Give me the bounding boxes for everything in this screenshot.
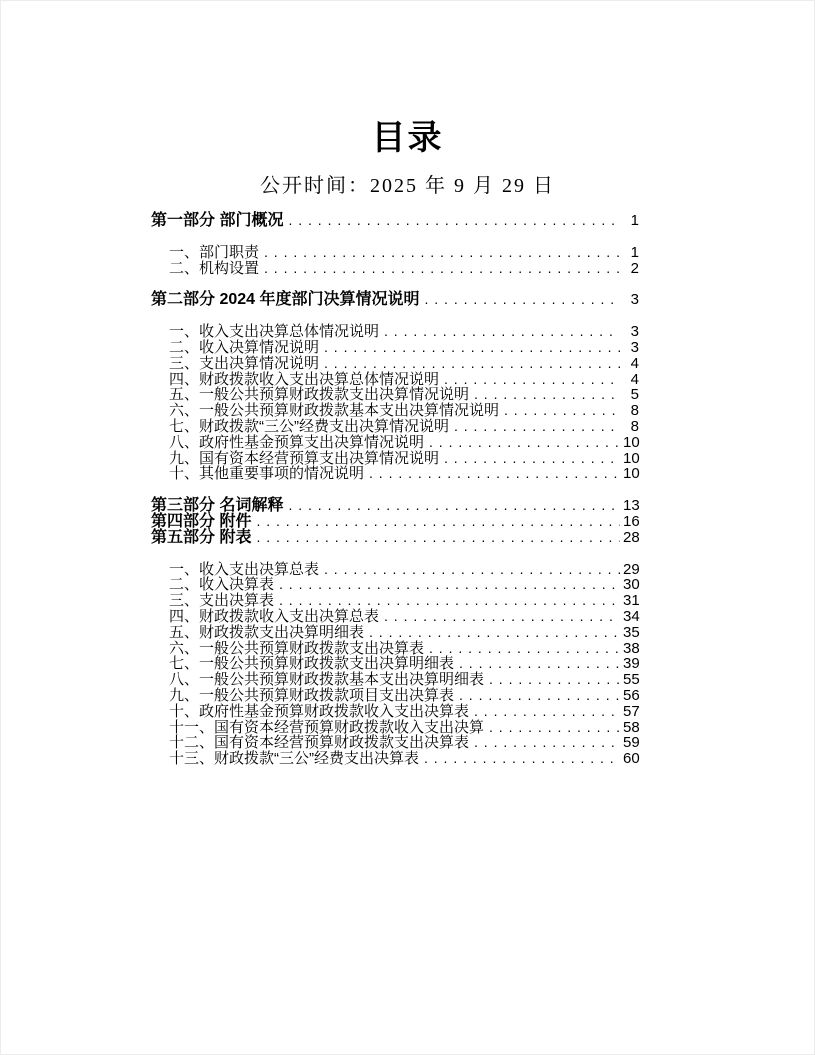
- toc-page-number: 10: [623, 433, 640, 451]
- dot-leader: [279, 577, 620, 593]
- dot-leader: [489, 720, 620, 736]
- toc-entry-label: 七、一般公共预算财政拨款支出决算明细表: [169, 655, 455, 673]
- dot-leader: [384, 609, 620, 625]
- dot-leader: [324, 340, 620, 356]
- toc-entry-label: 四、财政拨款收入支出决算总体情况说明: [169, 370, 440, 388]
- toc-page-number: 38: [623, 639, 640, 657]
- toc-entry-label: 四、财政拨款收入支出决算总表: [169, 607, 380, 625]
- toc-row: [151, 419, 639, 435]
- toc-entry-label: 五、一般公共预算财政拨款支出决算情况说明: [169, 386, 470, 404]
- toc-row: [151, 751, 639, 767]
- toc-row: [151, 403, 639, 419]
- toc-row: [151, 530, 639, 546]
- toc-page-number: 10: [623, 449, 640, 467]
- dot-leader: [444, 451, 620, 467]
- dot-leader: [454, 419, 620, 435]
- toc-page-number: 59: [623, 734, 640, 752]
- dot-leader: [444, 372, 620, 388]
- toc-entry-label: 三、支出决算情况说明: [169, 354, 320, 372]
- toc-page-number: 1: [630, 212, 639, 229]
- toc-row: [151, 625, 639, 641]
- dot-leader: [256, 530, 620, 546]
- dot-leader: [369, 466, 620, 482]
- toc-row: [151, 704, 639, 720]
- toc-entry-label: 二、机构设置: [169, 259, 260, 277]
- toc-entry-label: 一、收入支出决算总表: [169, 560, 320, 578]
- toc-entry-label: 九、一般公共预算财政拨款项目支出决算表: [169, 686, 455, 704]
- dot-leader: [425, 292, 621, 308]
- toc-entry-label: 九、国有资本经营预算支出决算情况说明: [169, 449, 440, 467]
- dot-leader: [288, 498, 620, 514]
- toc-page-number: 8: [630, 402, 639, 420]
- toc-row: [151, 656, 639, 672]
- toc-row: [151, 261, 639, 277]
- toc-entry-label: 第三部分 名词解释: [151, 497, 284, 515]
- toc-entry-label: 二、收入决算表: [169, 576, 275, 594]
- toc-entry-label: 七、财政拨款“三公”经费支出决算情况说明: [169, 417, 449, 435]
- toc-page-number: 31: [623, 592, 640, 610]
- toc-page-number: 3: [630, 338, 639, 356]
- toc-row: [151, 720, 639, 736]
- toc-entry-label: 三、支出决算表: [169, 592, 275, 610]
- dot-leader: [256, 514, 620, 530]
- toc-entry-label: 十三、财政拨款“三公”经费支出决算表: [169, 750, 419, 768]
- dot-leader: [424, 751, 620, 767]
- toc-entry-label: 十、政府性基金预算财政拨款收入支出决算表: [169, 702, 470, 720]
- toc-page-number: 39: [623, 655, 640, 673]
- toc-page-number: 4: [630, 370, 639, 388]
- toc-entry-label: 八、一般公共预算财政拨款基本支出决算明细表: [169, 671, 485, 689]
- toc-row: [151, 466, 639, 482]
- dot-leader: [489, 672, 620, 688]
- dot-leader: [384, 324, 620, 340]
- toc-page-number: 28: [623, 528, 640, 546]
- toc-entry-label: 第一部分 部门概况: [151, 212, 284, 229]
- dot-leader: [324, 562, 620, 578]
- toc-row: [151, 324, 639, 340]
- dot-leader: [324, 356, 620, 372]
- dot-leader: [459, 656, 620, 672]
- dot-leader: [288, 213, 620, 229]
- toc-row: [151, 641, 639, 657]
- toc-row: [151, 356, 639, 372]
- toc-page-number: 1: [630, 243, 639, 261]
- toc-row: [151, 498, 639, 514]
- toc-row: [151, 514, 639, 530]
- toc-row: [151, 735, 639, 751]
- toc-page-number: 56: [623, 686, 640, 704]
- toc-row: [151, 387, 639, 403]
- toc-entry-label: 十一、国有资本经营预算财政拨款收入支出决算: [169, 718, 485, 736]
- dot-leader: [459, 688, 620, 704]
- toc-page-number: 57: [623, 702, 640, 720]
- toc-entry-label: 六、一般公共预算财政拨款基本支出决算情况说明: [169, 402, 500, 420]
- toc-page-number: 55: [623, 671, 640, 689]
- dot-leader: [504, 403, 620, 419]
- toc-page-number: 34: [623, 607, 640, 625]
- toc-row: [151, 451, 639, 467]
- toc-page-number: 35: [623, 623, 640, 641]
- toc-page-number: 13: [623, 497, 640, 515]
- toc-entry-label: 第四部分 附件: [151, 512, 252, 530]
- toc-row: [151, 340, 639, 356]
- toc-page-number: 8: [630, 417, 639, 435]
- dot-leader: [429, 641, 620, 657]
- toc-page-number: 60: [623, 750, 640, 768]
- toc-entry-label: 十、其他重要事项的情况说明: [169, 465, 365, 483]
- toc-entry-label: 二、收入决算情况说明: [169, 338, 320, 356]
- toc-row: [151, 372, 639, 388]
- toc-row: [151, 688, 639, 704]
- toc-entry-label: 五、财政拨款支出决算明细表: [169, 623, 365, 641]
- page-title: 目录: [371, 119, 444, 157]
- toc-row: [151, 213, 639, 229]
- publish-time-line: 公开时间：2025 年 9 月 29 日: [260, 175, 555, 197]
- toc-page-number: 2: [630, 259, 639, 277]
- toc-page-number: 30: [623, 576, 640, 594]
- dot-leader: [264, 261, 620, 277]
- toc-row: [151, 672, 639, 688]
- dot-leader: [369, 625, 620, 641]
- toc-row: [151, 593, 639, 609]
- toc-page-number: 3: [630, 291, 639, 309]
- toc-page-number: 10: [623, 465, 640, 483]
- dot-leader: [474, 387, 620, 403]
- toc-page-number: 3: [630, 323, 639, 341]
- table-of-contents: [151, 213, 639, 767]
- toc-page-number: 5: [630, 386, 639, 404]
- dot-leader: [279, 593, 620, 609]
- toc-page-number: 58: [623, 718, 640, 736]
- toc-row: [151, 245, 639, 261]
- toc-row: [151, 562, 639, 578]
- toc-page-number: 16: [623, 512, 640, 530]
- toc-entry-label: 十二、国有资本经营预算财政拨款支出决算表: [169, 734, 470, 752]
- toc-page-number: 29: [623, 560, 640, 578]
- dot-leader: [474, 704, 620, 720]
- toc-entry-label: 一、部门职责: [169, 243, 260, 261]
- toc-page-number: 4: [630, 354, 639, 372]
- toc-row: [151, 577, 639, 593]
- toc-row: [151, 435, 639, 451]
- toc-entry-label: 第五部分 附表: [151, 528, 252, 546]
- toc-entry-label: 一、收入支出决算总体情况说明: [169, 323, 380, 341]
- toc-entry-label: 八、政府性基金预算支出决算情况说明: [169, 433, 425, 451]
- toc-row: [151, 292, 639, 308]
- dot-leader: [474, 735, 620, 751]
- toc-entry-label: 第二部分 2024 年度部门决算情况说明: [151, 291, 420, 309]
- dot-leader: [264, 245, 620, 261]
- toc-entry-label: 六、一般公共预算财政拨款支出决算表: [169, 639, 425, 657]
- toc-row: [151, 609, 639, 625]
- dot-leader: [429, 435, 620, 451]
